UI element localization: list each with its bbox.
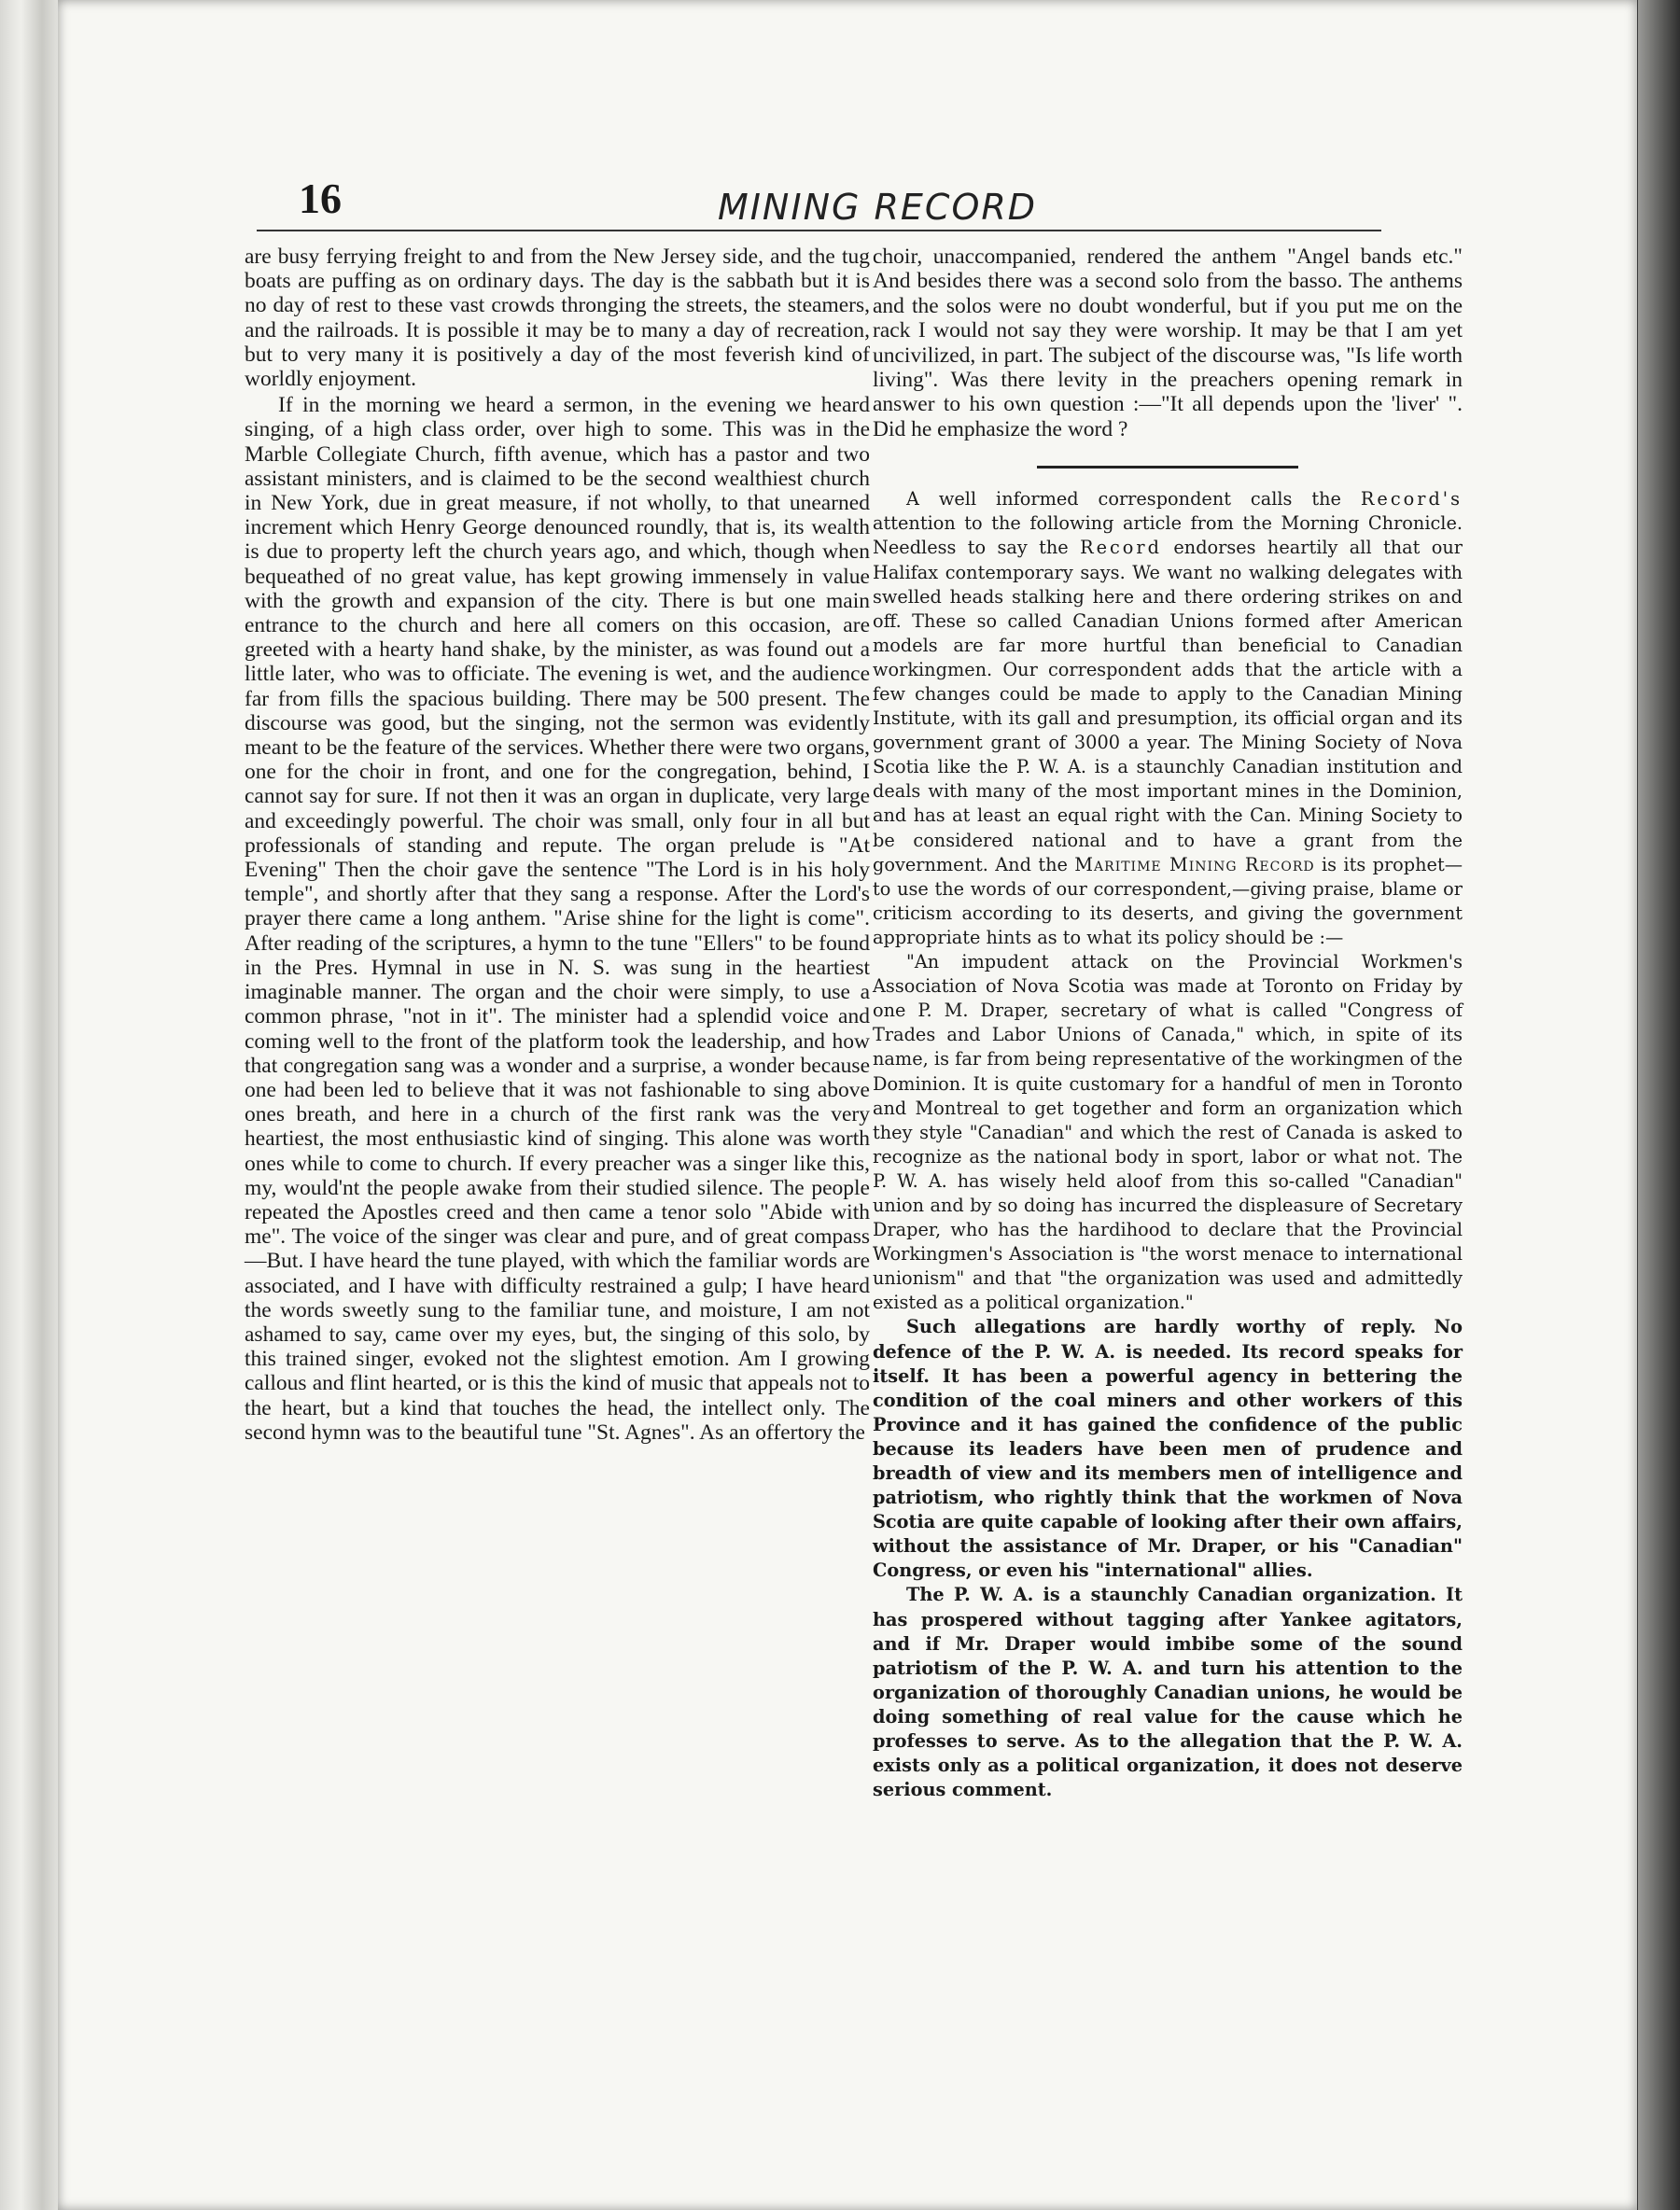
maritime-mining-record-name: Maritime Mining Record — [1074, 853, 1315, 875]
record-name-1: Record's — [1360, 488, 1463, 511]
quote-paragraph-2: Such allegations are hardly worthy of reply. No defence of the P. W. A. is needed. Its record speaks for itself. It has been a powerful agency in bettering the condition of the coal miners and other workers of this Province and it has gained the confidence of the public because its leaders have been men of prudence and breadth of view and its members men of intelligence and patriotism, who rightly think that the workmen of Nova Scotia are quite capable of looking after their own affairs, without the assistance of Mr. Draper, or his "Canadian" Congress, or even his "international" allies. — [873, 1316, 1463, 1582]
reprinted-article — [873, 487, 1463, 1802]
left-paragraph-2: If in the morning we heard a sermon, in the evening we heard singing, of a high class order, over high to some. This was in the Marble Collegiate Church, fifth avenue, which has a pastor and two assistant ministers, and is claimed to be the second wealthiest church in New York, due in great measure, if not wholly, to that unearned increment which Henry George denounced roundly, that is, its wealth is due to property left the church years ago, and which, though when bequeathed of no great value, has kept growing immensely in value with the growth and expansion of the city. There is but one main entrance to the church and here all comers on this occasion, are greeted with a hearty hand shake, by the minister, as was found out a little later, who was to officiate. The evening is wet, and the audience far from fills the spacious building. There may be 500 present. The discourse was good, but the singing, not the sermon was evidently meant to be the feature of the services. Whether there were two organs, one for the choir in front, and one for the congregation, behind, I cannot say for sure. If not then it was an organ in duplicate, very large and exceedingly powerful. The choir was small, only four in all but professionals of standing and repute. The organ prelude is "At Evening" Then the choir gave the sentence "The Lord is in his holy temple", and shortly after that they sang a response. After the Lord's prayer there came a long anthem. "Arise shine for the light is come". After reading of the scriptures, a hymn to the tune "Ellers" to be found in the Pres. Hymnal in use in N. S. was sung in the heartiest imaginable manner. The organ and the choir were simply, to use a common phrase, "not in it". The minister had a splendid voice and coming well to the front of the platform took the leadership, and how that congregation sang was a wonder and a surprise, a wonder because one had been led to believe that it was not fashionable to sing above ones breath, and here in a church of the first rank was the very heartiest, the most enthusiastic kind of singing. This alone was worth ones while to come to church. If every preacher was a singer like this, my, would'nt the people awake from their studied silence. The people repeated the Apostles creed and then came a tenor solo "Abide with me". The voice of the singer was clear and pure, and of great compass—But. I have heard the tune played, with which the familiar words are associated, and I have with difficulty restrained a gulp; I have heard the words sweetly sung to the familiar tune, and moisture, I am not ashamed to say, came over my eyes, but, the singing of this solo, by this trained singer, evoked not the slightest emotion. Am I growing callous and flint hearted, or is this the kind of music that appeals not to the heart, but a kind that touches the head, the intellect only. The second hymn was to the beautiful tune "St. Agnes". As an offertory the — [245, 393, 870, 1445]
left-paragraph-1: are busy ferrying freight to and from the New Jersey side, and the tug boats are puffing as on ordinary days. The day is the sabbath but it is no day of rest to these vast crowds thronging the streets, the steamers, and the railroads. It is possible it may be to many a day of recreation, but to very many it is positively a day of the most feverish kind of worldly enjoyment. — [245, 245, 870, 392]
intro-text-c: endorses heartily all that our Halifax contemporary says. We want no walking delegates with swelled heads stalking here and there ordering strikes on and off. These so called Canadian Unions formed after American models are far more hurtful than beneficial to Canadian workingmen. Our correspondent adds that the article with a few changes could be made to apply to the Canadian Mining Institute, with its gall and presumption, its official organ and its government grant of 3000 a year. The Mining Society of Nova Scotia like the P. W. A. is a staunchly Canadian institution and deals with many of the most important mines in the Dominion, and has at least an equal right with the Can. Mining Society to be considered national and to have a grant from the government. And the — [873, 537, 1463, 875]
header-rule — [257, 230, 1381, 231]
intro-text-a: A well informed correspondent calls the — [906, 488, 1341, 511]
page-number: 16 — [299, 175, 342, 222]
record-name-2: Record — [1080, 537, 1162, 559]
quote-paragraph-1: "An impudent attack on the Provincial Workmen's Association of Nova Scotia was made at Toronto on Friday by one P. M. Draper, secretary of what is called "Congress of Trades and Labor Unions of Canada," which, in spite of its name, is far from being representative of the workingmen of the Dominion. It is quite customary for a handful of men in Toronto and Montreal to get together and form an organization which they style "Canadian" and which the rest of Canada is asked to recognize as the national body in sport, labor or what not. The P. W. A. has wisely held aloof from this so-called "Canadian" union and by so doing has incurred the displeasure of Secretary Draper, who has the hardihood to declare that the Provincial Workingmen's Association is "the worst menace to international unionism" and that "the organization was used and admittedly existed as a political organization." — [873, 951, 1463, 1314]
intro-text-d: is its prophet—to use the words of our correspondent,—giving praise, blame or criticism according to its deserts, and giving the government appropriate hints as to what its policy should be :— — [873, 853, 1463, 948]
section-divider — [1037, 466, 1298, 469]
scan-right-edge — [1638, 0, 1680, 2210]
intro-text-b: attention to the following article from the Morning Chronicle. Needless to say the — [873, 512, 1463, 559]
left-column — [245, 245, 870, 1445]
right-lead-paragraph: choir, unaccompanied, rendered the anthem "Angel bands etc." And besides there was a second solo from the basso. The anthems and the solos were no doubt wonderful, but if you put me on the rack I would not say they were worship. It may be that I am yet uncivilized, in part. The subject of the discourse was, "Is life worth living". Was there levity in the preachers opening remark in answer to his own question :—"It all depends upon the 'liver' ". Did he emphasize the word ? — [873, 245, 1463, 441]
quote-paragraph-3: The P. W. A. is a staunchly Canadian organization. It has prospered without tagging after Yankee agitators, and if Mr. Draper would imbibe some of the sound patriotism of the P. W. A. and turn his attention to the organization of thoroughly Canadian unions, he would be doing something of real value for the cause which he professes to serve. As to the allegation that the P. W. A. exists only as a political organization, it does not deserve serious comment. — [873, 1584, 1463, 1801]
running-title: MINING RECORD — [717, 187, 1038, 228]
right-column — [873, 245, 1463, 1802]
article-intro — [873, 487, 1463, 950]
